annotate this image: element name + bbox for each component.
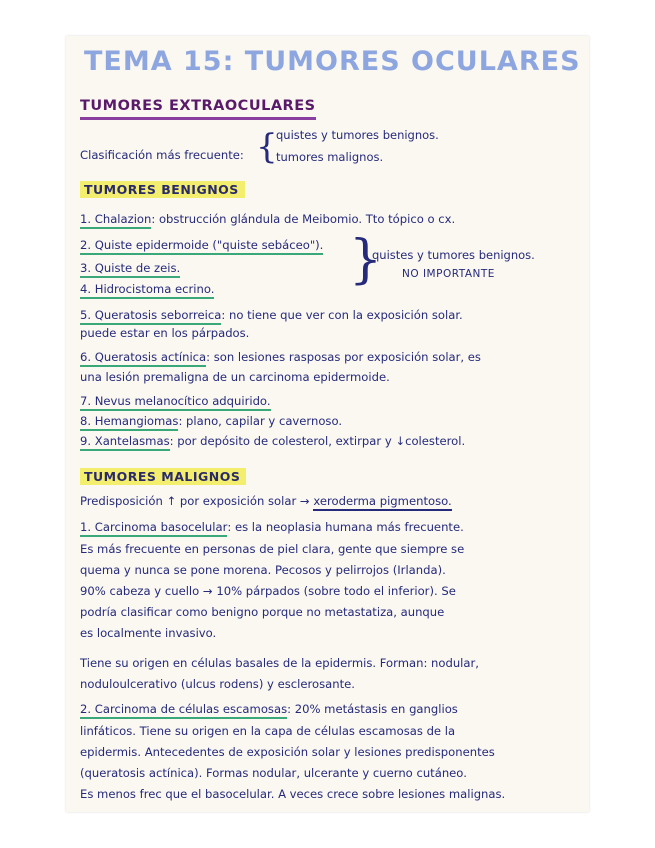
- basocelular-line-5: podría clasificar como benigno porque no metastatiza, aunque: [80, 605, 445, 619]
- heading-benignos: TUMORES BENIGNOS: [80, 181, 245, 198]
- benigno-item-6: 6. Queratosis actínica: son lesiones rasposas por exposición solar, es: [80, 350, 481, 367]
- clasificacion-item-1: quistes y tumores benignos.: [276, 128, 439, 142]
- basocelular-line-2: Es más frecuente en personas de piel clara, gente que siempre se: [80, 542, 465, 556]
- escamosas-line-4: (queratosis actínica). Formas nodular, ulcerante y cuerno cutáneo.: [80, 766, 467, 780]
- origen-line-1: Tiene su origen en células basales de la epidermis. Forman: nodular,: [80, 656, 479, 670]
- benigno-item-1: 1. Chalazion: obstrucción glándula de Meibomio. Tto tópico o cx.: [80, 212, 455, 229]
- benigno-item-5-cont: puede estar en los párpados.: [80, 326, 250, 340]
- heading-malignos: TUMORES MALIGNOS: [80, 468, 246, 485]
- benigno-item-8: 8. Hemangiomas: plano, capilar y cavernoso.: [80, 414, 342, 431]
- predisposicion: Predisposición ↑ por exposición solar → xeroderma pigmentoso.: [80, 494, 452, 511]
- brace-clasificacion: {: [256, 127, 278, 167]
- clasificacion-item-2: tumores malignos.: [276, 150, 384, 164]
- brace-quistes: }: [349, 230, 383, 290]
- bracket-note-2: NO IMPORTANTE: [402, 268, 495, 280]
- clasificacion-label: Clasificación más frecuente:: [80, 148, 244, 162]
- benigno-item-6-cont: una lesión premaligna de un carcinoma epidermoide.: [80, 370, 390, 384]
- basocelular-line-4: 90% cabeza y cuello → 10% párpados (sobre todo el inferior). Se: [80, 584, 456, 598]
- basocelular-line-3: quema y nunca se pone morena. Pecosos y pelirrojos (Irlanda).: [80, 563, 446, 577]
- notes-page: [66, 36, 589, 812]
- heading-extraoculares: TUMORES EXTRAOCULARES: [80, 98, 316, 120]
- origen-line-2: noduloulcerativo (ulcus rodens) y esclerosante.: [80, 677, 355, 691]
- bracket-note-1: quistes y tumores benignos.: [372, 248, 535, 262]
- benigno-item-7: 7. Nevus melanocítico adquirido.: [80, 394, 271, 411]
- benigno-item-5: 5. Queratosis seborreica: no tiene que ver con la exposición solar.: [80, 308, 463, 325]
- benigno-item-2: 2. Quiste epidermoide ("quiste sebáceo").: [80, 238, 323, 255]
- benigno-item-9: 9. Xantelasmas: por depósito de colesterol, extirpar y ↓colesterol.: [80, 434, 465, 451]
- basocelular-line-6: es localmente invasivo.: [80, 626, 217, 640]
- benigno-item-3: 3. Quiste de zeis.: [80, 261, 180, 278]
- basocelular-line-1: 1. Carcinoma basocelular: es la neoplasia humana más frecuente.: [80, 520, 464, 537]
- escamosas-line-2: linfáticos. Tiene su origen en la capa de células escamosas de la: [80, 724, 456, 738]
- benigno-item-4: 4. Hidrocistoma ecrino.: [80, 282, 214, 299]
- escamosas-line-3: epidermis. Antecedentes de exposición solar y lesiones predisponentes: [80, 745, 495, 759]
- escamosas-line-1: 2. Carcinoma de células escamosas: 20% metástasis en ganglios: [80, 702, 458, 719]
- page-title: TEMA 15: TUMORES OCULARES: [84, 46, 581, 77]
- escamosas-line-5: Es menos frec que el basocelular. A veces crece sobre lesiones malignas.: [80, 787, 506, 801]
